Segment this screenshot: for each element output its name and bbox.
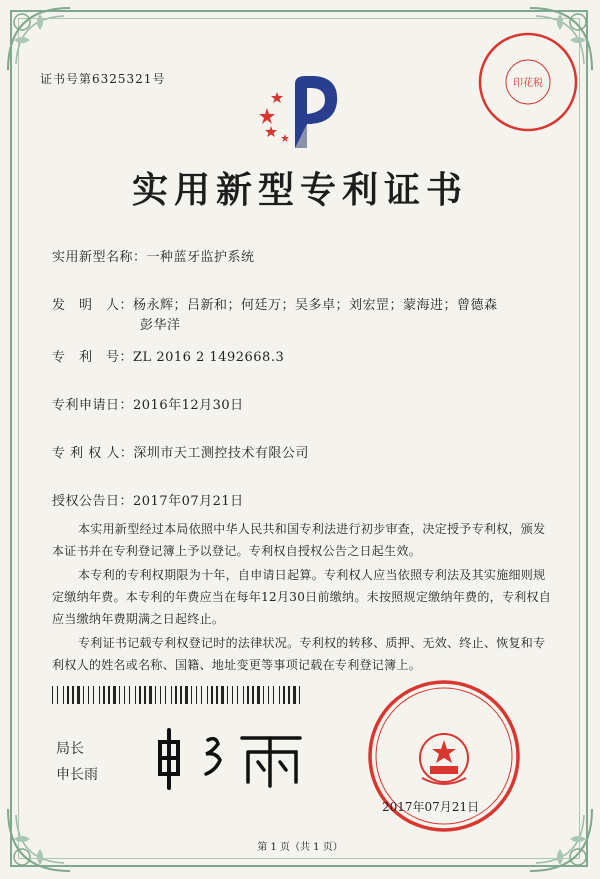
patentee-row: [52, 442, 309, 461]
patent-number-value: ZL 2016 2 1492668.3: [133, 350, 285, 365]
director-signature-icon: [150, 722, 310, 792]
corner-ornament-icon: [4, 4, 74, 74]
page-title: 实用新型专利证书: [131, 169, 468, 211]
page-number: 第 1 页（共 1 页）: [257, 842, 343, 853]
director-name: 申长雨: [56, 767, 98, 783]
patent-office-logo-icon: [255, 70, 347, 150]
patent-number-label: 专 利 号：: [52, 350, 134, 365]
barcode-icon: [52, 686, 302, 704]
model-name-value: 一种蓝牙监护系统: [146, 250, 255, 265]
svg-text:印花税: 印花税: [513, 78, 543, 89]
grant-date-row: [52, 490, 244, 509]
patentee-label: 专 利 权 人：: [52, 446, 134, 461]
inventor-value-line2: 彭华洋: [140, 318, 181, 333]
filing-date-label: 专利申请日：: [52, 398, 134, 413]
grant-date-label: 授权公告日：: [52, 494, 134, 509]
model-name-row: [52, 246, 255, 265]
patentee-value: 深圳市天工测控技术有限公司: [133, 446, 309, 461]
body-paragraph-2: 本专利的专利权期限为十年，自申请日起算。专利权人应当依照专利法及其实施细则规定缴纳年费。本专利的年费应当在每年12月30日前缴纳。未按照规定缴纳年费的，专利权自应当缴纳年费期满之日起终止。: [52, 568, 552, 626]
tax-stamp-seal: [476, 30, 580, 134]
grant-date-value: 2017年07月21日: [133, 494, 244, 509]
model-name-label: 实用新型名称：: [52, 250, 147, 265]
body-paragraph-1: 本实用新型经过本局依照中华人民共和国专利法进行初步审查，决定授予专利权，颁发本证书并在专利登记簿上予以登记。专利权自授权公告之日起生效。: [52, 522, 546, 558]
inventor-label: 发 明 人：: [52, 298, 134, 313]
filing-date-row: [52, 394, 244, 413]
director-title: 局长: [56, 741, 84, 757]
body-paragraph-3: 专利证书记载专利权登记时的法律状况。专利权的转移、质押、无效、终止、恢复和专利权人的姓名或名称、国籍、地址变更等事项记载在专利登记簿上。: [52, 636, 546, 672]
inventor-row: [52, 294, 498, 313]
filing-date-value: 2016年12月30日: [133, 398, 244, 413]
issue-date: 2017年07月21日: [382, 800, 480, 814]
patent-number-row: [52, 346, 284, 365]
inventor-value-line1: 杨永辉；吕新和；何廷万；吴多卓；刘宏罡；蒙海进；曾德森: [133, 298, 498, 313]
certificate-number: 证书号第6325321号: [40, 72, 166, 86]
